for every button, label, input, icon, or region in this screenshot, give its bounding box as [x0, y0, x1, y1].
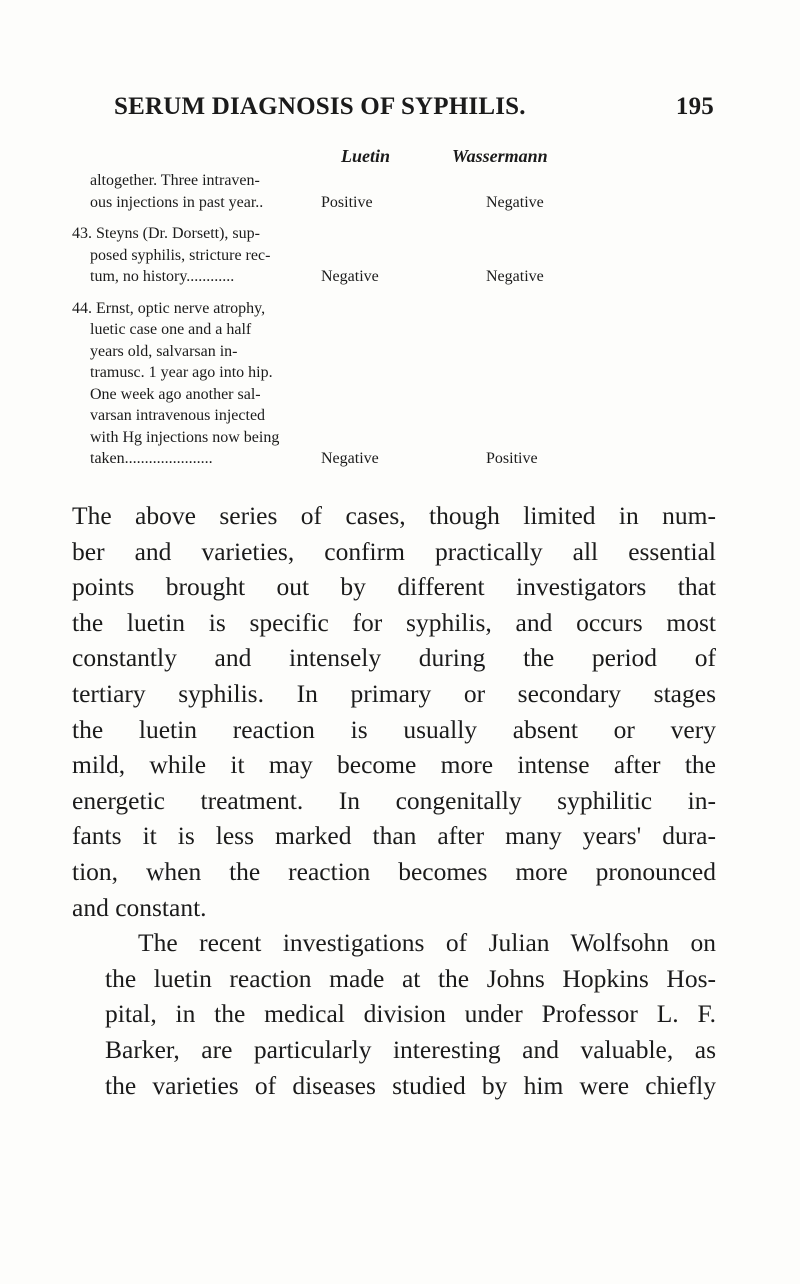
text-line: The recent investigations of Julian Wolfsohn on [138, 928, 716, 958]
luetin-result: Positive [321, 193, 373, 211]
luetin-result: Negative [321, 268, 379, 285]
page-number: 195 [675, 93, 714, 120]
body-text [72, 498, 716, 1103]
case-line: with Hg injections now being [90, 428, 280, 446]
text-line: the varieties of diseases studied by him were chiefly [105, 1070, 716, 1100]
column-header-wassermann: Wassermann [452, 146, 548, 166]
text-line: tion, when the reaction becomes more pronounced [72, 856, 716, 886]
page-title: SERUM DIAGNOSIS OF SYPHILIS. [114, 93, 526, 120]
case-line: ous injections in past year.. [90, 193, 264, 211]
luetin-result: Negative [321, 450, 379, 467]
case-line: tramusc. 1 year ago into hip. [90, 364, 273, 381]
text-line: pital, in the medical division under Professor L. F. [105, 999, 716, 1029]
text-line: fants it is less marked than after many years' dura- [72, 821, 716, 851]
table-row [0, 298, 800, 470]
case-description [72, 170, 312, 213]
case-line: One week ago another sal- [90, 385, 261, 403]
text-line: and constant. [72, 892, 207, 922]
text-line: the luetin reaction made at the Johns Hopkins Hos- [105, 963, 716, 993]
case-line: 43. Steyns (Dr. Dorsett), sup- [72, 225, 260, 242]
text-line: energetic treatment. In congenitally syphilitic in- [72, 785, 716, 815]
text-line: the luetin reaction is usually absent or very [72, 714, 716, 744]
wassermann-result: Positive [486, 450, 538, 467]
text-line: Barker, are particularly interesting and valuable, as [105, 1034, 716, 1064]
text-line: the luetin is specific for syphilis, and occurs most [72, 607, 716, 637]
case-line: posed syphilis, stricture rec- [90, 246, 271, 264]
case-line: 44. Ernst, optic nerve atrophy, [72, 299, 266, 317]
paragraph-1 [72, 498, 716, 925]
case-description [72, 298, 312, 470]
case-line: tum, no history............ [90, 268, 235, 285]
case-description [72, 223, 312, 288]
table-row [0, 170, 800, 213]
table-column-headers [0, 146, 800, 170]
wassermann-result: Negative [486, 193, 544, 211]
case-line: altogether. Three intraven- [90, 172, 260, 189]
case-line: years old, salvarsan in- [90, 342, 238, 360]
text-line: tertiary syphilis. In primary or secondary stages [72, 678, 716, 708]
text-line: ber and varieties, confirm practically all essential [72, 536, 716, 566]
text-line: constantly and intensely during the period of [72, 643, 716, 673]
case-line: luetic case one and a half [90, 321, 252, 338]
case-line: varsan intravenous injected [90, 407, 266, 424]
text-line: points brought out by different investigators that [72, 572, 716, 602]
running-head [114, 93, 714, 123]
paragraph-2 [72, 925, 716, 1103]
case-line: taken...................... [90, 450, 213, 467]
column-header-luetin: Luetin [341, 146, 391, 166]
text-line: mild, while it may become more intense after the [72, 750, 716, 780]
text-line: The above series of cases, though limited in num- [72, 501, 716, 530]
table-row [0, 223, 800, 288]
case-table [0, 170, 800, 470]
wassermann-result: Negative [486, 268, 544, 285]
